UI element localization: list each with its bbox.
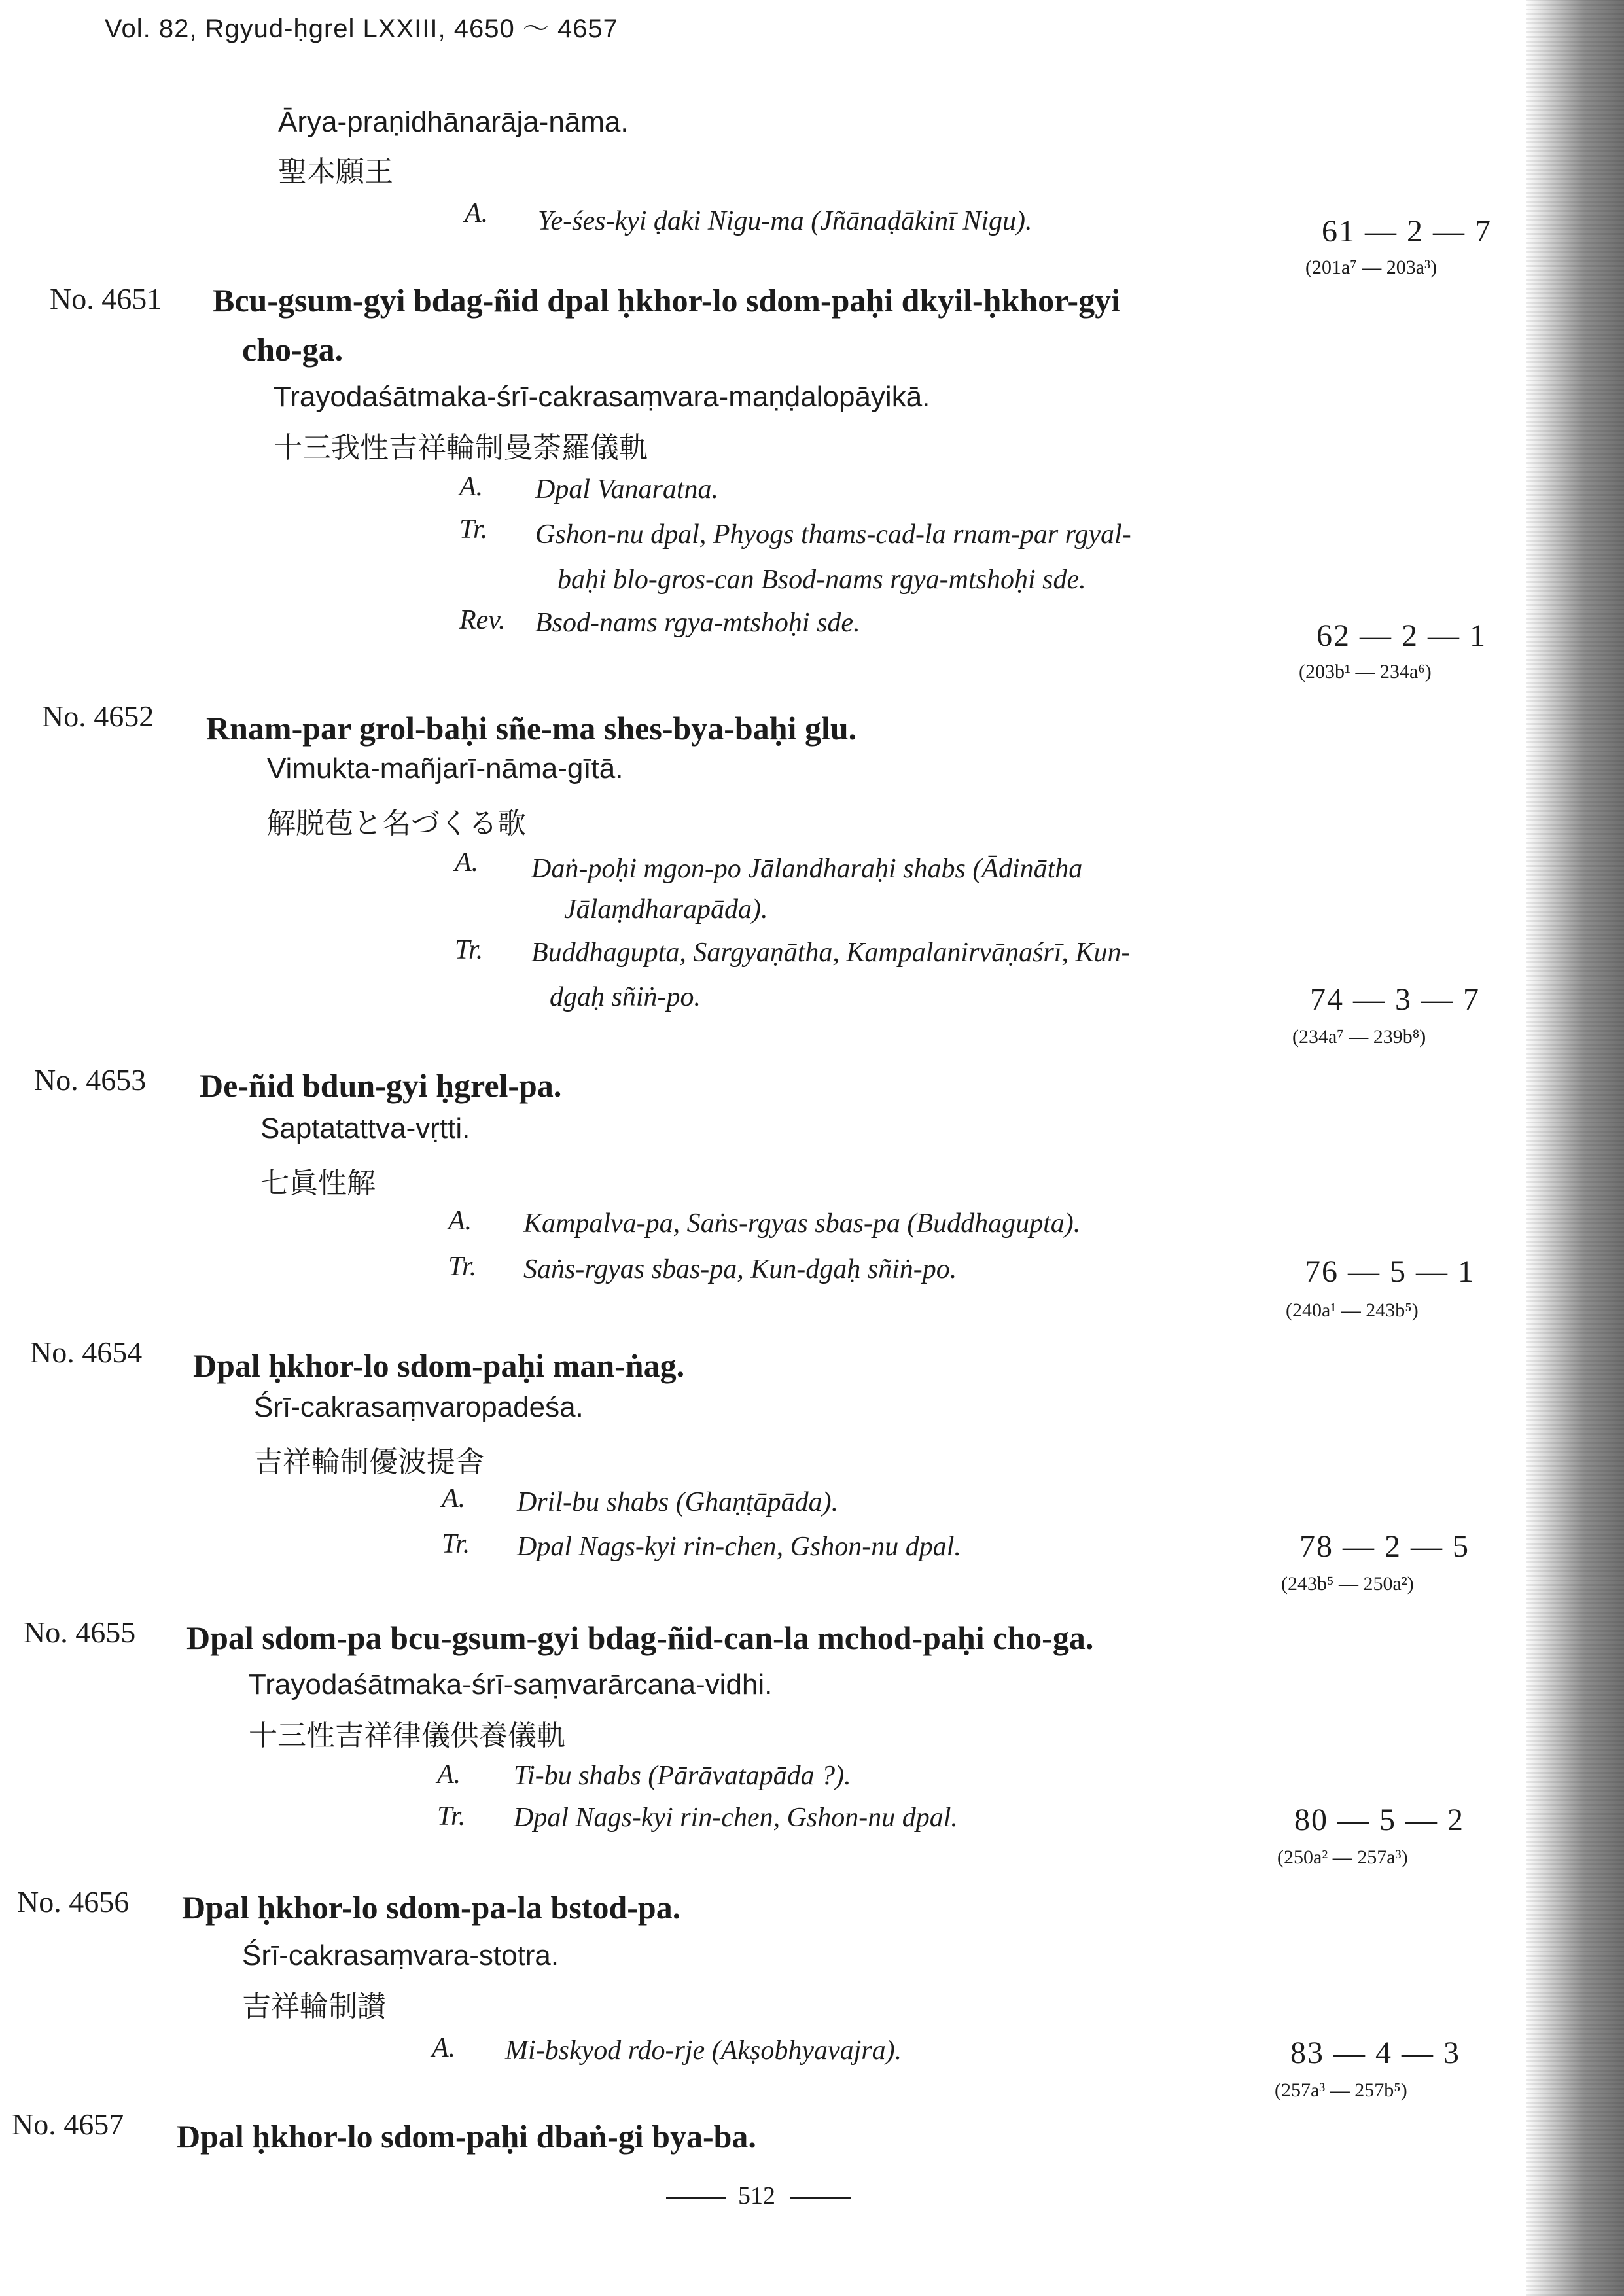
- entry-4651-folio: (203b¹ ― 234a⁶): [1299, 661, 1432, 682]
- entry-4654-japanese: 吉祥輪制優波提舎: [254, 1445, 484, 1479]
- entry-4654-translator: Dpal Nags-kyi rin-chen, Gshon-nu dpal.: [517, 1532, 961, 1562]
- entry-4651-translator-line2: baḥi blo-gros-can Bsod-nams rgya-mtshoḥi sde.: [557, 565, 1086, 595]
- entry-4651-reviser: Bsod-nams rgya-mtshoḥi sde.: [535, 608, 860, 638]
- entry-4653-japanese: 七眞性解: [260, 1167, 376, 1200]
- entry-4653-sanskrit: Saptatattva-vṛtti.: [260, 1112, 470, 1144]
- entry-4652-translator-line2: dgaḥ sñiṅ-po.: [550, 982, 701, 1012]
- entry-4655-number: No. 4655: [24, 1616, 136, 1649]
- page-number-rule-left: [666, 2197, 726, 2199]
- entry-4651-reviser-label: Rev.: [459, 605, 506, 635]
- entry-4653-number: No. 4653: [34, 1063, 147, 1097]
- entry-4653-folio: (240a¹ ― 243b⁵): [1286, 1299, 1419, 1321]
- entry-4650-location: 61 ― 2 ― 7: [1322, 214, 1492, 249]
- entry-4653-translator-label: Tr.: [448, 1252, 477, 1282]
- entry-4655-location: 80 ― 5 ― 2: [1294, 1803, 1464, 1837]
- entry-4651-japanese: 十三我性吉祥輪制曼荼羅儀軌: [274, 431, 648, 465]
- entry-4651-location: 62 ― 2 ― 1: [1316, 618, 1487, 653]
- page-number-rule-right: [790, 2197, 851, 2199]
- entry-4652-folio: (234a⁷ ― 239b⁸): [1292, 1026, 1426, 1048]
- entry-4650-folio: (201a⁷ ― 203a³): [1305, 256, 1438, 278]
- entry-4651-sanskrit: Trayodaśātmaka-śrī-cakrasaṃvara-maṇḍalopāyikā.: [274, 381, 930, 413]
- entry-4653-author: Kampalva-pa, Saṅs-rgyas sbas-pa (Buddhagupta).: [523, 1209, 1081, 1239]
- entry-4655-folio: (250a² ― 257a³): [1277, 1846, 1408, 1868]
- entry-4650-sanskrit: Ārya-praṇidhānarāja-nāma.: [278, 106, 629, 138]
- entry-4652-translator-line1: Buddhagupta, Sargyaṇātha, Kampalanirvāṇaśrī, Kun-: [531, 938, 1131, 968]
- entry-4656-japanese: 吉祥輪制讃: [242, 1990, 386, 2023]
- entry-4655-translator-label: Tr.: [437, 1801, 466, 1831]
- entry-4652-sanskrit: Vimukta-mañjarī-nāma-gītā.: [267, 752, 624, 785]
- entry-4650-author: Ye-śes-kyi ḍaki Nigu-ma (Jñānaḍākinī Nigu).: [538, 206, 1033, 236]
- entry-4652-japanese: 解脱苞と名づくる歌: [267, 807, 526, 840]
- entry-4652-author-label: A.: [455, 847, 479, 877]
- entry-4656-author: Mi-bskyod rdo-rje (Akṣobhyavajra).: [505, 2036, 902, 2066]
- entry-4651-title-line1: Bcu-gsum-gyi bdag-ñid dpal ḥkhor-lo sdom-paḥi dkyil-ḥkhor-gyi: [213, 282, 1120, 319]
- entry-4654-location: 78 ― 2 ― 5: [1299, 1529, 1470, 1564]
- entry-4653-location: 76 ― 5 ― 1: [1305, 1254, 1475, 1289]
- entry-4657-title: Dpal ḥkhor-lo sdom-paḥi dbaṅ-gi bya-ba.: [177, 2118, 756, 2155]
- entry-4653-translator: Saṅs-rgyas sbas-pa, Kun-dgaḥ sñiṅ-po.: [523, 1254, 957, 1284]
- running-header: Vol. 82, Rgyud-ḥgrel LXXIII, 4650 ～ 4657: [105, 14, 618, 43]
- entry-4652-author-line2: Jālaṃdharapāda).: [564, 894, 768, 925]
- entry-4654-number: No. 4654: [30, 1335, 143, 1369]
- scan-edge-shadow: [1526, 0, 1624, 2296]
- entry-4655-title: Dpal sdom-pa bcu-gsum-gyi bdag-ñid-can-la mchod-paḥi cho-ga.: [186, 1619, 1094, 1656]
- entry-4656-author-label: A.: [432, 2033, 456, 2063]
- entry-4652-title: Rnam-par grol-baḥi sñe-ma shes-bya-baḥi glu.: [206, 710, 857, 747]
- entry-4654-sanskrit: Śrī-cakrasaṃvaropadeśa.: [254, 1391, 584, 1423]
- entry-4656-sanskrit: Śrī-cakrasaṃvara-stotra.: [242, 1939, 559, 1971]
- entry-4656-location: 83 ― 4 ― 3: [1290, 2036, 1460, 2070]
- entry-4653-title: De-ñid bdun-gyi ḥgrel-pa.: [200, 1067, 562, 1104]
- entry-4651-translator-line1: Gshon-nu dpal, Phyogs thams-cad-la rnam-par rgyal-: [535, 520, 1131, 550]
- entry-4651-author-label: A.: [459, 472, 484, 502]
- entry-4654-title: Dpal ḥkhor-lo sdom-paḥi man-ṅag.: [193, 1347, 685, 1384]
- entry-4654-author: Dril-bu shabs (Ghaṇṭāpāda).: [517, 1487, 839, 1517]
- entry-4651-author: Dpal Vanaratna.: [535, 474, 719, 504]
- entry-4654-author-label: A.: [442, 1483, 466, 1513]
- entry-4656-folio: (257a³ ― 257b⁵): [1275, 2079, 1407, 2101]
- entry-4656-number: No. 4656: [17, 1885, 130, 1918]
- entry-4652-number: No. 4652: [42, 699, 154, 733]
- entry-4655-japanese: 十三性吉祥律儀供養儀軌: [249, 1719, 565, 1752]
- entry-4654-folio: (243b⁵ ― 250a²): [1281, 1573, 1414, 1595]
- entry-4655-sanskrit: Trayodaśātmaka-śrī-saṃvarārcana-vidhi.: [249, 1669, 773, 1701]
- entry-4651-number: No. 4651: [50, 282, 162, 315]
- entry-4654-translator-label: Tr.: [442, 1529, 470, 1559]
- entry-4650-japanese: 聖本願王: [278, 155, 393, 188]
- entry-4655-author-label: A.: [437, 1759, 461, 1790]
- entry-4652-author-line1: Daṅ-poḥi mgon-po Jālandharaḥi shabs (Ādinātha: [531, 854, 1083, 884]
- entry-4656-title: Dpal ḥkhor-lo sdom-pa-la bstod-pa.: [182, 1889, 681, 1926]
- entry-4653-author-label: A.: [448, 1206, 472, 1236]
- entry-4655-author: Ti-bu shabs (Pārāvatapāda ?).: [514, 1761, 851, 1791]
- entry-4652-location: 74 ― 3 ― 7: [1310, 982, 1480, 1017]
- entry-4651-title-line2: cho-ga.: [242, 331, 344, 368]
- entry-4657-number: No. 4657: [12, 2108, 124, 2141]
- entry-4651-translator-label: Tr.: [459, 514, 488, 544]
- entry-4655-translator: Dpal Nags-kyi rin-chen, Gshon-nu dpal.: [514, 1803, 958, 1833]
- page-number: 512: [738, 2182, 775, 2210]
- entry-4652-translator-label: Tr.: [455, 935, 484, 965]
- entry-4650-author-label: A.: [465, 198, 489, 228]
